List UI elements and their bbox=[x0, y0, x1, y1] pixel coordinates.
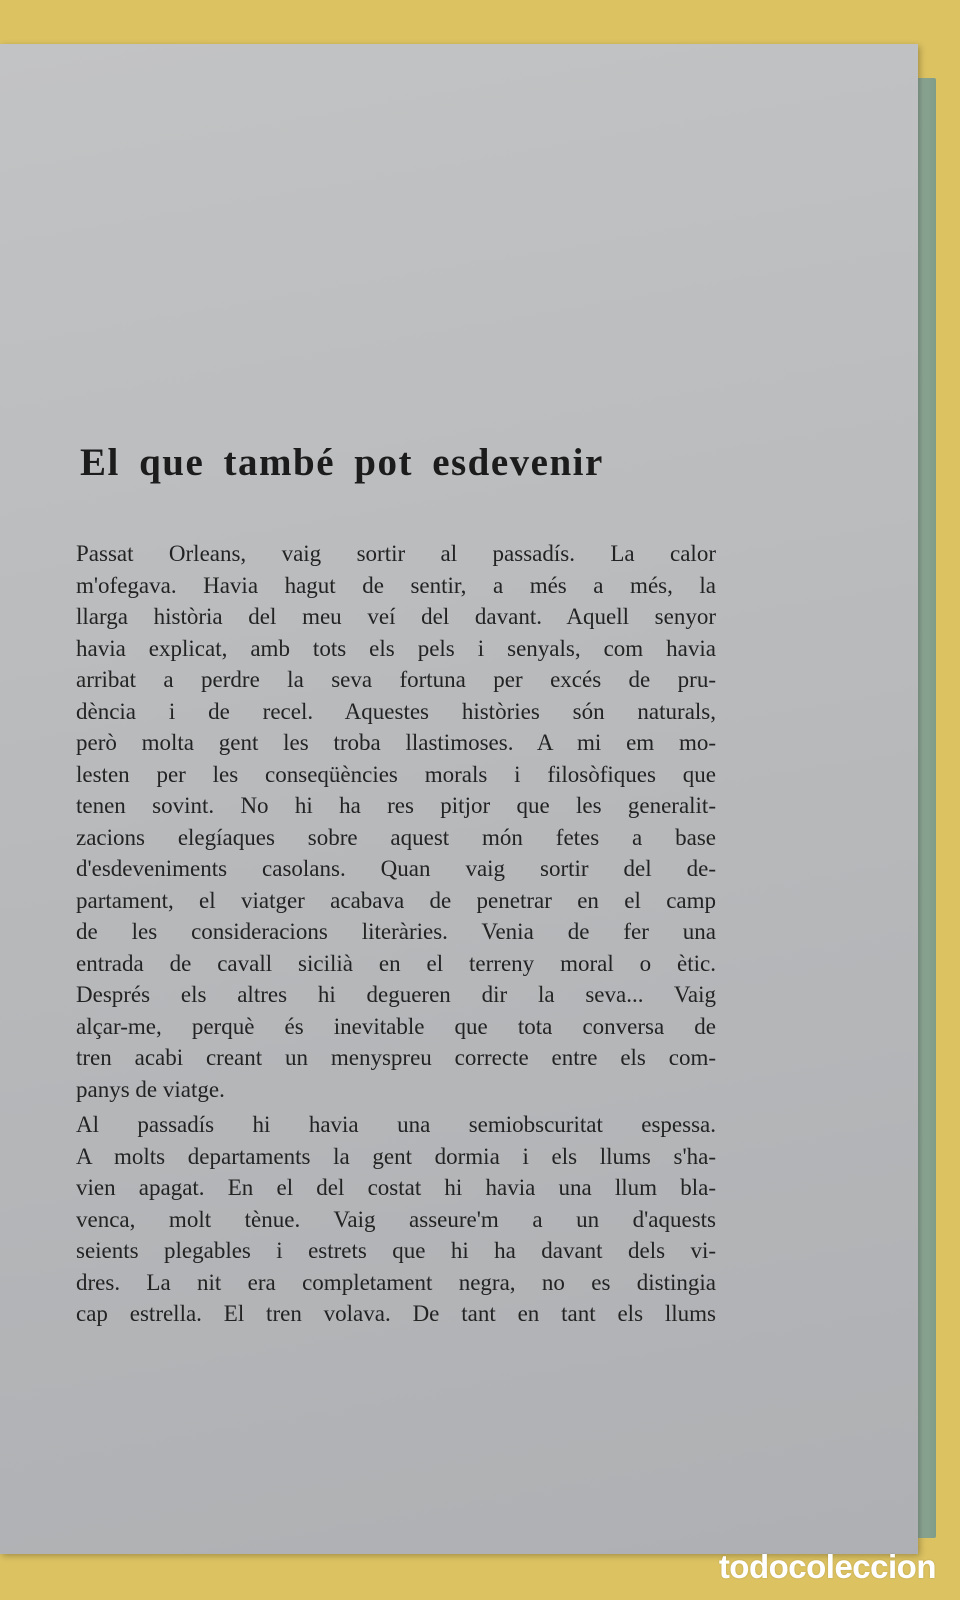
watermark-logo: todocoleccion bbox=[718, 1548, 936, 1585]
text-line: llarga història del meu veí del davant. Aquell senyor bbox=[76, 604, 716, 629]
text-line: d'esdeveniments casolans. Quan vaig sortir del de- bbox=[76, 856, 716, 881]
text-line: seients plegables i estrets que hi ha davant dels vi- bbox=[76, 1238, 716, 1263]
paragraph-1 bbox=[76, 538, 716, 1105]
text-line: A molts departaments la gent dormia i els llums s'ha- bbox=[76, 1143, 716, 1169]
text-line: zacions elegíaques sobre aquest món fetes a base bbox=[76, 824, 716, 850]
text-line: cap estrella. El tren volava. De tant en tant els llums bbox=[76, 1301, 716, 1326]
body-text bbox=[76, 538, 716, 1334]
text-line: m'ofegava. Havia hagut de sentir, a més a més, la bbox=[76, 572, 716, 598]
text-line: tenen sovint. No hi ha res pitjor que les generalit- bbox=[76, 793, 716, 818]
text-line: però molta gent les troba llastimoses. A mi em mo- bbox=[76, 730, 716, 755]
text-line: alçar-me, perquè és inevitable que tota conversa de bbox=[76, 1013, 716, 1039]
text-line: entrada de cavall sicilià en el terreny moral o ètic. bbox=[76, 950, 716, 976]
text-line: arribat a perdre la seva fortuna per excés de pru- bbox=[76, 667, 716, 692]
text-line: vien apagat. En el del costat hi havia una llum bla- bbox=[76, 1175, 716, 1200]
text-line: tren acabi creant un menyspreu correcte entre els com- bbox=[76, 1045, 716, 1070]
text-line: havia explicat, amb tots els pels i senyals, com havia bbox=[76, 635, 716, 661]
text-line: partament, el viatger acabava de penetrar en el camp bbox=[76, 887, 716, 913]
text-line: dència i de recel. Aquestes històries són naturals, bbox=[76, 698, 716, 724]
text-line: lesten per les conseqüències morals i filosòfiques que bbox=[76, 761, 716, 787]
text-line: Després els altres hi degueren dir la seva... Vaig bbox=[76, 982, 716, 1007]
text-line: venca, molt tènue. Vaig asseure'm a un d'aquests bbox=[76, 1206, 716, 1232]
chapter-title: El que també pot esdevenir bbox=[80, 441, 604, 484]
text-line: dres. La nit era completament negra, no es distingia bbox=[76, 1269, 716, 1295]
text-line: de les consideracions literàries. Venia de fer una bbox=[76, 919, 716, 944]
text-line: Al passadís hi havia una semiobscuritat espessa. bbox=[76, 1112, 716, 1137]
text-line: panys de viatge. bbox=[76, 1076, 225, 1102]
paragraph-2 bbox=[76, 1109, 716, 1330]
text-line: Passat Orleans, vaig sortir al passadís. La calor bbox=[76, 541, 716, 566]
